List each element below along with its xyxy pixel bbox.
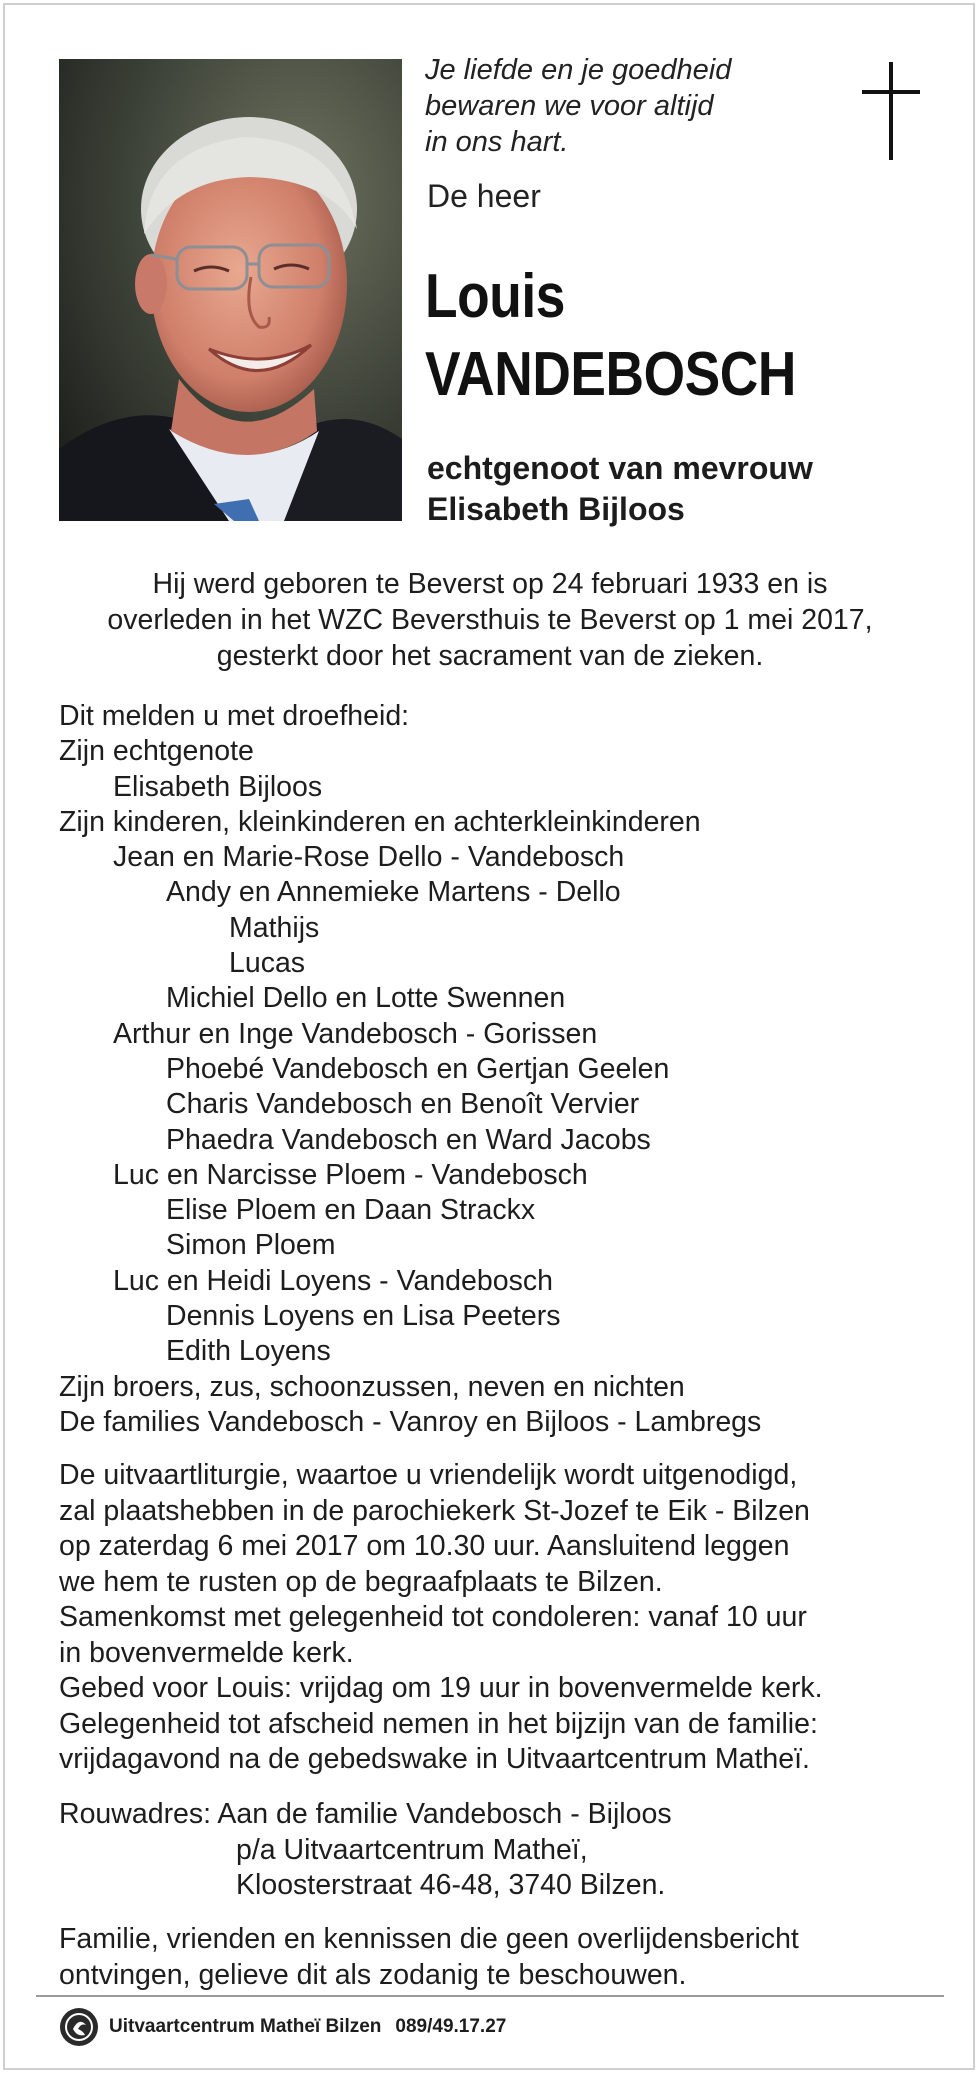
- intro-line: gesterkt door het sacrament van de zieken.: [216, 640, 764, 672]
- mourner-line: Luc en Heidi Loyens - Vandebosch: [113, 1264, 553, 1297]
- funeral-line: in bovenvermelde kerk.: [59, 1636, 354, 1669]
- mourner-line: Edith Loyens: [166, 1335, 331, 1368]
- mourner-line: Phaedra Vandebosch en Ward Jacobs: [166, 1123, 651, 1156]
- funeral-home-name: Uitvaartcentrum Matheï Bilzen: [109, 2016, 382, 2037]
- funeral-line: Gelegenheid tot afscheid nemen in het bijzijn van de familie:: [59, 1707, 818, 1740]
- intro-line: overleden in het WZC Beversthuis te Beverst op 1 mei 2017,: [107, 604, 873, 636]
- intro-line: Hij werd geboren te Beverst op 24 februari 1933 en is: [152, 568, 828, 600]
- mourner-line: Elisabeth Bijloos: [113, 770, 323, 803]
- spouse-line: echtgenoot van mevrouw: [427, 450, 813, 486]
- address-line: Rouwadres: Aan de familie Vandebosch - Bijloos: [59, 1798, 672, 1830]
- mourner-line: Mathijs: [229, 911, 320, 944]
- mourner-line: Arthur en Inge Vandebosch - Gorissen: [113, 1017, 598, 1050]
- spouse-info: [427, 448, 813, 530]
- mourner-line: Michiel Dello en Lotte Swennen: [166, 982, 566, 1015]
- mourner-line: Dit melden u met droefheid:: [59, 700, 410, 732]
- mourner-line: Luc en Narcisse Ploem - Vandebosch: [113, 1158, 588, 1191]
- mourner-line: Zijn broers, zus, schoonzussen, neven en nichten: [59, 1370, 685, 1403]
- mourner-line: De families Vandebosch - Vanroy en Bijloos - Lambregs: [59, 1405, 762, 1438]
- portrait-illustration: [59, 59, 402, 521]
- mourner-line: Charis Vandebosch en Benoît Vervier: [166, 1088, 640, 1121]
- salutation: De heer: [427, 178, 541, 214]
- deceased-name: [425, 258, 796, 414]
- birth-death-notice: [40, 566, 940, 674]
- funeral-line: zal plaatshebben in de parochiekerk St-Jozef te Eik - Bilzen: [59, 1494, 810, 1527]
- funeral-line: vrijdagavond na de gebedswake in Uitvaartcentrum Matheï.: [59, 1743, 810, 1775]
- funeral-home-phone: 089/49.17.27: [395, 2016, 507, 2037]
- funeral-line: De uitvaartliturgie, waartoe u vriendelijk wordt uitgenodigd,: [59, 1459, 798, 1491]
- footer-divider: [36, 1995, 944, 1997]
- closing-note: [59, 1922, 799, 1993]
- funeral-line: op zaterdag 6 mei 2017 om 10.30 uur. Aansluitend leggen: [59, 1530, 790, 1562]
- quote-line: in ons hart.: [425, 126, 569, 158]
- mourner-line: Dennis Loyens en Lisa Peeters: [166, 1300, 561, 1333]
- memorial-quote: [425, 52, 785, 160]
- quote-line: Je liefde en je goedheid: [425, 54, 732, 86]
- mourner-line: Simon Ploem: [166, 1229, 336, 1262]
- funeral-home-logo-icon: [59, 2007, 99, 2047]
- address-line: Kloosterstraat 46-48, 3740 Bilzen.: [236, 1869, 666, 1901]
- funeral-line: Samenkomst met gelegenheid tot condoleren: vanaf 10 uur: [59, 1601, 807, 1633]
- mourner-line: Phoebé Vandebosch en Gertjan Geelen: [166, 1052, 670, 1085]
- funeral-details: [59, 1458, 823, 1778]
- last-name: VANDEBOSCH: [425, 340, 796, 409]
- mourning-address: [59, 1797, 672, 1904]
- mourner-line: Zijn echtgenote: [59, 735, 254, 768]
- funeral-line: Gebed voor Louis: vrijdag om 19 uur in bovenvermelde kerk.: [59, 1672, 823, 1704]
- quote-line: bewaren we voor altijd: [425, 90, 714, 122]
- mourner-line: Zijn kinderen, kleinkinderen en achterkleinkinderen: [59, 805, 701, 838]
- portrait-photo: [59, 59, 402, 521]
- mourners-list: [59, 699, 761, 1440]
- mourner-line: Elise Ploem en Daan Strackx: [166, 1194, 536, 1227]
- funeral-home-footer: [59, 2006, 506, 2048]
- first-name: Louis: [425, 262, 566, 331]
- mourner-line: Jean en Marie-Rose Dello - Vandebosch: [113, 841, 625, 874]
- mourner-line: Lucas: [229, 947, 306, 980]
- spouse-line: Elisabeth Bijloos: [427, 491, 685, 527]
- funeral-line: we hem te rusten op de begraafplaats te Bilzen.: [59, 1565, 663, 1598]
- mourner-line: Andy en Annemieke Martens - Dello: [166, 876, 621, 909]
- address-line: p/a Uitvaartcentrum Matheï,: [236, 1833, 588, 1866]
- closing-line: ontvingen, gelieve dit als zodanig te beschouwen.: [59, 1958, 687, 1991]
- closing-line: Familie, vrienden en kennissen die geen overlijdensbericht: [59, 1923, 799, 1955]
- cross-icon: [862, 62, 920, 160]
